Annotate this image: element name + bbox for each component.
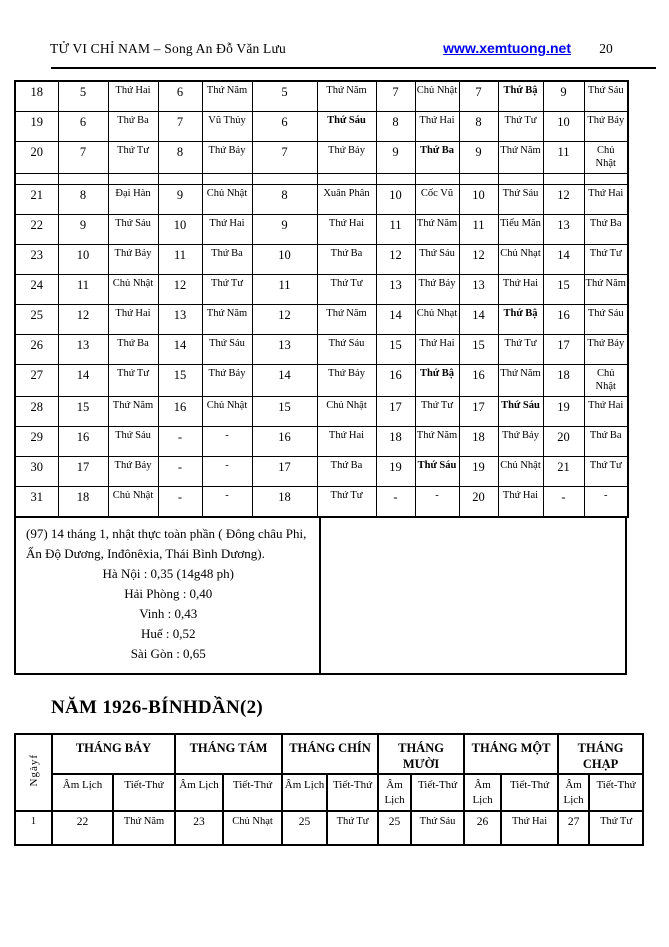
weekday-cell: Thứ Bảy [317, 364, 376, 396]
weekday-cell: Thứ Năm [317, 81, 376, 111]
weekday-cell: Thứ Tư [317, 487, 376, 517]
lunar-day-cell: 5 [58, 81, 108, 111]
lunar-day-cell: 15 [543, 274, 584, 304]
lunar-day-cell: 9 [252, 214, 317, 244]
solar-day-cell: 22 [15, 214, 58, 244]
lunar-day-cell: 13 [376, 274, 415, 304]
table-row [15, 304, 628, 334]
lunar-day-cell: 13 [58, 334, 108, 364]
weekday-cell: Thứ Ba [584, 214, 628, 244]
weekday-cell: Đại Hàn [108, 184, 158, 214]
weekday-cell [317, 173, 376, 184]
weekday-cell: Thứ Bảy [202, 141, 252, 173]
weekday-cell [415, 173, 459, 184]
lunar-day-cell: 8 [58, 184, 108, 214]
weekday-cell: Thứ Sáu [108, 214, 158, 244]
lunar-day-cell: - [543, 487, 584, 517]
weekday-cell [584, 173, 628, 184]
table-row [15, 111, 628, 141]
lunar-day-cell: 9 [58, 214, 108, 244]
lunar-day-cell: 12 [58, 304, 108, 334]
year-heading: NĂM 1926-BÍNHDẦN(2) [51, 696, 264, 718]
lunar-day-cell: 27 [558, 811, 589, 845]
weekday-cell: Thứ Bảy [317, 141, 376, 173]
weekday-cell: Thứ Sáu [317, 111, 376, 141]
lunar-day-cell: 18 [459, 427, 498, 457]
day-column-header-label: Ngàyf [27, 753, 40, 787]
table-row [15, 141, 628, 173]
lunar-day-cell: 20 [543, 427, 584, 457]
weekday-cell: Thứ Sáu [202, 334, 252, 364]
solar-day-cell: 21 [15, 184, 58, 214]
site-link[interactable]: www.xemtuong.net [443, 40, 571, 56]
weekday-cell: Thứ Ba [108, 334, 158, 364]
lunar-day-cell: 25 [282, 811, 327, 845]
lunar-day-cell [58, 173, 108, 184]
weekday-cell: Chủ Nhạt [415, 304, 459, 334]
solar-day-cell [15, 173, 58, 184]
lunar-day-cell: 15 [252, 397, 317, 427]
lunar-day-cell: 5 [252, 81, 317, 111]
weekday-cell: Thứ Bảy [584, 111, 628, 141]
lunar-day-cell: 11 [58, 274, 108, 304]
table-row [15, 457, 628, 487]
table-row [15, 81, 628, 111]
weekday-cell: Thứ Năm [317, 304, 376, 334]
lunar-day-cell: - [158, 487, 202, 517]
weekday-cell: Thứ Hai [498, 487, 543, 517]
weekday-cell [108, 173, 158, 184]
lunar-day-cell: 11 [376, 214, 415, 244]
lunar-day-cell: 15 [158, 364, 202, 396]
eclipse-note-line: Hải Phòng : 0,40 [124, 585, 213, 601]
lunar-day-cell: 14 [376, 304, 415, 334]
table-row [15, 184, 628, 214]
lunar-day-cell: 26 [464, 811, 501, 845]
lunar-day-cell: 15 [376, 334, 415, 364]
lunar-day-cell: 14 [58, 364, 108, 396]
lunar-day-cell: 16 [58, 427, 108, 457]
weekday-cell: Thứ Sáu [584, 304, 628, 334]
lunar-day-cell: 11 [252, 274, 317, 304]
solar-day-cell: 25 [15, 304, 58, 334]
lunar-day-cell: 8 [459, 111, 498, 141]
lunar-day-cell: 13 [459, 274, 498, 304]
eclipse-note-empty-cell [321, 518, 626, 673]
lunar-day-cell: 9 [376, 141, 415, 173]
weekday-cell: Thứ Ba [584, 427, 628, 457]
weekday-cell: Tiểu Mãn [498, 214, 543, 244]
weekday-cell: Thứ Sáu [498, 397, 543, 427]
weekday-cell: Thứ Ba [415, 141, 459, 173]
weekday-cell: Vũ Thủy [202, 111, 252, 141]
weekday-cell: Thứ Tư [498, 334, 543, 364]
weekday-cell: Thứ Ba [317, 457, 376, 487]
weekday-cell: Chủ Nhạt [223, 811, 282, 845]
lunar-day-cell: 19 [459, 457, 498, 487]
lunar-day-cell: 17 [543, 334, 584, 364]
table-row [15, 487, 628, 517]
lunar-day-cell: 16 [158, 397, 202, 427]
weekday-cell: Thứ Sáu [584, 81, 628, 111]
weekday-cell: Thứ Tư [498, 111, 543, 141]
weekday-cell: Thứ Ba [202, 244, 252, 274]
lunar-subheader: Âm Lịch [378, 774, 411, 811]
lunar-day-cell: - [376, 487, 415, 517]
lunar-day-cell: 17 [376, 397, 415, 427]
weekday-cell: Thứ Tư [589, 811, 643, 845]
lunar-day-cell: 18 [252, 487, 317, 517]
lunar-subheader: Âm Lịch [282, 774, 327, 811]
weekday-cell: Thứ Bậ [498, 304, 543, 334]
weekday-cell [498, 173, 543, 184]
lunar-day-cell: 15 [58, 397, 108, 427]
lunar-day-cell: 15 [459, 334, 498, 364]
lunar-day-cell: 11 [459, 214, 498, 244]
weekday-subheader: Tiết-Thứ [411, 774, 464, 811]
lunar-day-cell: 19 [543, 397, 584, 427]
lunar-day-cell [543, 173, 584, 184]
lunar-day-cell: 6 [158, 81, 202, 111]
weekday-cell: - [202, 427, 252, 457]
months-table-head [15, 734, 643, 812]
weekday-cell: Thứ Tư [108, 141, 158, 173]
weekday-subheader: Tiết-Thứ [327, 774, 378, 811]
table-row [15, 244, 628, 274]
lunar-day-cell [459, 173, 498, 184]
month-header: THÁNG MƯỜI [378, 734, 464, 775]
weekday-cell: - [202, 457, 252, 487]
lunar-day-cell: 18 [543, 364, 584, 396]
lunar-day-cell: 6 [58, 111, 108, 141]
month-header: THÁNG MỘT [464, 734, 558, 775]
weekday-cell: Thứ Sáu [317, 334, 376, 364]
weekday-cell: Thứ Sáu [415, 457, 459, 487]
lunar-day-cell: 12 [543, 184, 584, 214]
lunar-day-cell: 11 [543, 141, 584, 173]
eclipse-note-paragraph: (97) 14 tháng 1, nhật thực toàn phần ( Đông châu Phi, Ấn Độ Dương, Inđônêxia, Thái Bình Dương). [26, 525, 307, 561]
subheader-row [15, 774, 643, 811]
lunar-day-cell: 8 [252, 184, 317, 214]
lunar-day-cell: 7 [252, 141, 317, 173]
weekday-cell: Thứ Hai [501, 811, 558, 845]
weekday-cell: Chủ Nhật [202, 184, 252, 214]
weekday-subheader: Tiết-Thứ [223, 774, 282, 811]
lunar-calendar-table-1925 [14, 80, 629, 518]
table-row [15, 274, 628, 304]
weekday-cell: Chủ Nhật [108, 274, 158, 304]
weekday-cell: Thứ Năm [108, 397, 158, 427]
weekday-cell: Thứ Năm [202, 81, 252, 111]
weekday-cell: Thứ Hai [317, 427, 376, 457]
solar-day-cell: 20 [15, 141, 58, 173]
lunar-subheader: Âm Lịch [175, 774, 223, 811]
weekday-cell: Chủ Nhật [584, 364, 628, 396]
weekday-cell: Thứ Bậ [415, 364, 459, 396]
table-row [15, 364, 628, 396]
lunar-day-cell: 16 [543, 304, 584, 334]
weekday-cell: Chủ Nhật [317, 397, 376, 427]
lunar-day-cell: 20 [459, 487, 498, 517]
solar-day-cell: 24 [15, 274, 58, 304]
month-header: THÁNG CHÍN [282, 734, 378, 775]
lunar-day-cell: 10 [543, 111, 584, 141]
weekday-cell: Thứ Năm [202, 304, 252, 334]
weekday-cell: Thứ Tư [584, 457, 628, 487]
month-header-row [15, 734, 643, 775]
weekday-cell: Thứ Bảy [584, 334, 628, 364]
weekday-cell: Thứ Ba [317, 244, 376, 274]
weekday-cell: Thứ Bậ [498, 81, 543, 111]
lunar-day-cell: 10 [58, 244, 108, 274]
weekday-cell: Thứ Bảy [498, 427, 543, 457]
lunar-day-cell: 16 [376, 364, 415, 396]
weekday-cell: Thứ Năm [498, 141, 543, 173]
lunar-day-cell: 21 [543, 457, 584, 487]
eclipse-note-line: Vinh : 0,43 [139, 606, 198, 622]
lunar-day-cell: 17 [252, 457, 317, 487]
weekday-cell: Thứ Sáu [108, 427, 158, 457]
weekday-cell: Thứ Hai [415, 334, 459, 364]
lunar-day-cell: 17 [58, 457, 108, 487]
weekday-cell: Thứ Sáu [411, 811, 464, 845]
weekday-cell: Chủ Nhật [108, 487, 158, 517]
solar-day-cell: 26 [15, 334, 58, 364]
lunar-day-cell: 8 [158, 141, 202, 173]
weekday-cell: Thứ Hai [108, 81, 158, 111]
solar-day-cell: 18 [15, 81, 58, 111]
lunar-day-cell: 12 [252, 304, 317, 334]
weekday-cell [202, 173, 252, 184]
solar-day-cell: 31 [15, 487, 58, 517]
weekday-subheader: Tiết-Thứ [501, 774, 558, 811]
lunar-day-cell: 12 [459, 244, 498, 274]
lunar-day-cell: 23 [175, 811, 223, 845]
weekday-cell: Chủ Nhạt [498, 244, 543, 274]
lunar-day-cell: 13 [252, 334, 317, 364]
lunar-day-cell [376, 173, 415, 184]
lunar-day-cell: 7 [376, 81, 415, 111]
weekday-cell: Thứ Hai [584, 397, 628, 427]
weekday-cell: Chủ Nhật [498, 457, 543, 487]
weekday-cell: Thứ Hai [415, 111, 459, 141]
weekday-cell: Chủ Nhật [415, 81, 459, 111]
weekday-subheader: Tiết-Thứ [589, 774, 643, 811]
table-row [15, 397, 628, 427]
month-header: THÁNG TÁM [175, 734, 282, 775]
lunar-subheader: Âm Lịch [558, 774, 589, 811]
lunar-day-cell: 10 [252, 244, 317, 274]
weekday-cell: Thứ Năm [113, 811, 175, 845]
eclipse-note-line: Huế : 0,52 [140, 626, 196, 642]
weekday-cell: Thứ Tư [317, 274, 376, 304]
lunar-day-cell: 14 [158, 334, 202, 364]
weekday-cell: Thứ Hai [584, 184, 628, 214]
solar-day-cell: 28 [15, 397, 58, 427]
lunar-day-cell: 17 [459, 397, 498, 427]
lunar-day-cell [252, 173, 317, 184]
weekday-cell: Thứ Năm [415, 427, 459, 457]
weekday-cell: Thứ Tư [202, 274, 252, 304]
weekday-cell: Thứ Hai [498, 274, 543, 304]
solar-day-cell: 23 [15, 244, 58, 274]
lunar-day-cell: 7 [459, 81, 498, 111]
weekday-cell: Chủ Nhật [584, 141, 628, 173]
weekday-cell: Thứ Năm [498, 364, 543, 396]
lunar-day-cell: 7 [158, 111, 202, 141]
lunar-day-cell: 16 [252, 427, 317, 457]
solar-day-cell: 27 [15, 364, 58, 396]
month-header: THÁNG CHẠP [558, 734, 643, 775]
eclipse-note-box [14, 516, 627, 675]
lunar-day-cell: 10 [158, 214, 202, 244]
weekday-cell: Thứ Tư [584, 244, 628, 274]
lunar-day-cell: - [158, 457, 202, 487]
lunar-day-cell: 18 [376, 427, 415, 457]
spacer-row [15, 173, 628, 184]
lunar-day-cell: 8 [376, 111, 415, 141]
eclipse-note-line: Hà Nội : 0,35 (14g48 ph) [102, 565, 234, 581]
month-header: THÁNG BẢY [52, 734, 175, 775]
lunar-day-cell: 13 [543, 214, 584, 244]
lunar-day-cell: 7 [58, 141, 108, 173]
weekday-cell: Thứ Hai [202, 214, 252, 244]
lunar-calendar-table-1926 [14, 733, 644, 847]
solar-day-cell: 1 [15, 811, 52, 845]
header-rule [51, 67, 656, 69]
lunar-day-cell: 14 [459, 304, 498, 334]
weekday-cell: - [202, 487, 252, 517]
day-column-header [15, 734, 52, 812]
table-row [15, 214, 628, 244]
lunar-day-cell: 16 [459, 364, 498, 396]
lunar-day-cell: 9 [158, 184, 202, 214]
weekday-cell: Thứ Tư [108, 364, 158, 396]
weekday-cell: Thứ Hai [108, 304, 158, 334]
weekday-cell: Thứ Năm [584, 274, 628, 304]
weekday-cell: Thứ Tư [415, 397, 459, 427]
solar-day-cell: 19 [15, 111, 58, 141]
weekday-cell: - [415, 487, 459, 517]
lunar-day-cell [158, 173, 202, 184]
weekday-cell: Thứ Ba [108, 111, 158, 141]
lunar-day-cell: 9 [543, 81, 584, 111]
lunar-day-cell: 18 [58, 487, 108, 517]
lunar-day-cell: 25 [378, 811, 411, 845]
lunar-day-cell: 14 [252, 364, 317, 396]
weekday-cell: Chủ Nhật [202, 397, 252, 427]
lunar-table-body [15, 81, 628, 517]
lunar-subheader: Âm Lịch [464, 774, 501, 811]
months-table-body [15, 811, 643, 845]
lunar-day-cell: 12 [376, 244, 415, 274]
lunar-day-cell: 14 [543, 244, 584, 274]
weekday-cell: Thứ Bảy [202, 364, 252, 396]
lunar-day-cell: 19 [376, 457, 415, 487]
table-row [15, 811, 643, 845]
weekday-cell: Thứ Sáu [415, 244, 459, 274]
lunar-day-cell: - [158, 427, 202, 457]
table-row [15, 427, 628, 457]
weekday-cell: Thứ Tư [327, 811, 378, 845]
lunar-day-cell: 11 [158, 244, 202, 274]
solar-day-cell: 29 [15, 427, 58, 457]
weekday-subheader: Tiết-Thứ [113, 774, 175, 811]
weekday-cell: Thứ Năm [415, 214, 459, 244]
solar-day-cell: 30 [15, 457, 58, 487]
weekday-cell: - [584, 487, 628, 517]
weekday-cell: Cốc Vũ [415, 184, 459, 214]
weekday-cell: Thứ Bảy [108, 244, 158, 274]
lunar-day-cell: 10 [459, 184, 498, 214]
weekday-cell: Thứ Bảy [108, 457, 158, 487]
lunar-day-cell: 6 [252, 111, 317, 141]
eclipse-note-cell [16, 518, 321, 673]
table-row [15, 334, 628, 364]
lunar-day-cell: 10 [376, 184, 415, 214]
page-number: 20 [599, 41, 613, 56]
document-title: TỬ VI CHỈ NAM – Song An Đỗ Văn Lưu [50, 41, 286, 56]
lunar-day-cell: 12 [158, 274, 202, 304]
lunar-day-cell: 13 [158, 304, 202, 334]
eclipse-note-line: Sài Gòn : 0,65 [130, 646, 206, 662]
lunar-subheader: Âm Lịch [52, 774, 113, 811]
page-header [0, 0, 669, 57]
lunar-day-cell: 22 [52, 811, 113, 845]
weekday-cell: Thứ Bảy [415, 274, 459, 304]
weekday-cell: Thứ Sáu [498, 184, 543, 214]
weekday-cell: Xuân Phân [317, 184, 376, 214]
weekday-cell: Thứ Hai [317, 214, 376, 244]
lunar-day-cell: 9 [459, 141, 498, 173]
